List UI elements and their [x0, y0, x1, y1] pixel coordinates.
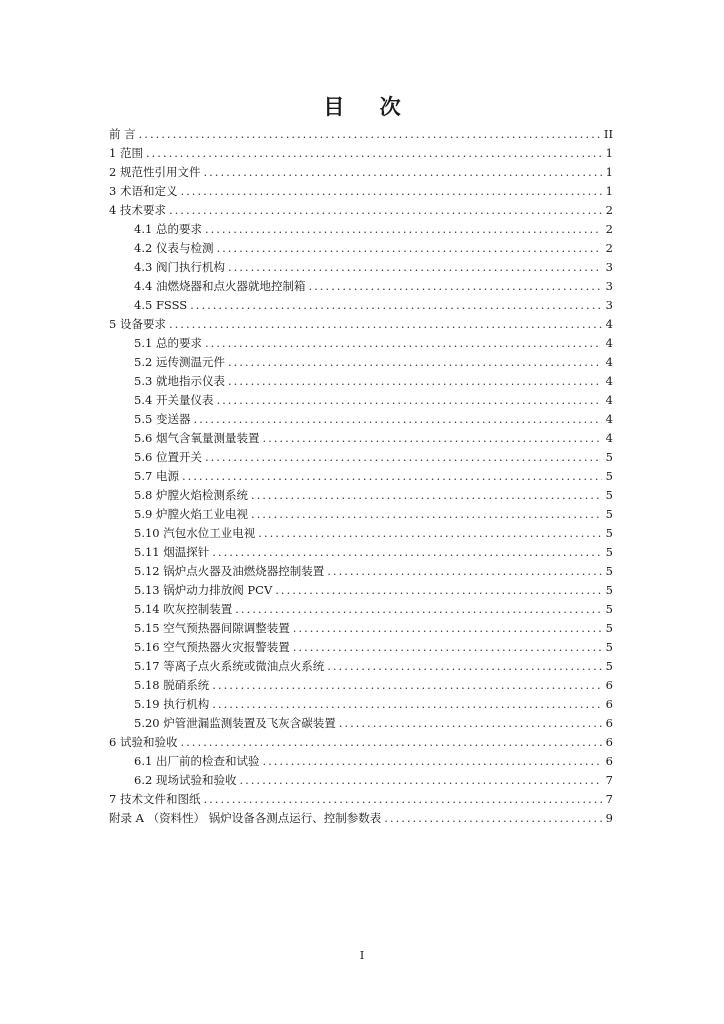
- toc-entry[interactable]: [109, 467, 613, 486]
- toc-entry-label: 5.10 汽包水位工业电视: [134, 526, 256, 540]
- toc-entry-label: 5.6 位置开关: [134, 450, 202, 464]
- toc-entry[interactable]: [109, 562, 613, 581]
- toc-entry[interactable]: [109, 277, 613, 296]
- toc-entry-page: 7: [605, 773, 613, 787]
- toc-entry-page: 6: [605, 735, 613, 749]
- toc-entry-page: 1: [605, 165, 613, 179]
- toc-entry-label: 4.1 总的要求: [134, 222, 202, 236]
- toc-entry-label: 5.7 电源: [134, 469, 179, 483]
- toc-dot-leader: [235, 600, 602, 619]
- toc-entry[interactable]: [109, 258, 613, 277]
- toc-entry-label: 2 规范性引用文件: [109, 165, 201, 179]
- toc-entry-label: 3 术语和定义: [109, 184, 178, 198]
- page-title: 目 次: [323, 95, 415, 119]
- toc-entry-page: 2: [605, 222, 613, 236]
- toc-entry[interactable]: [109, 657, 613, 676]
- toc-entry-label: 5.15 空气预热器间隙调整装置: [134, 621, 290, 635]
- toc-entry[interactable]: [109, 372, 613, 391]
- toc-entry[interactable]: [109, 790, 613, 809]
- toc-entry-label: 5 设备要求: [109, 317, 166, 331]
- toc-entry-label: 5.16 空气预热器火灾报警装置: [134, 640, 290, 654]
- toc-entry[interactable]: [109, 410, 613, 429]
- toc-entry[interactable]: [109, 676, 613, 695]
- toc-dot-leader: [212, 543, 602, 562]
- toc-entry-label: 5.17 等离子点火系统或微油点火系统: [134, 659, 325, 673]
- page-number: I: [359, 949, 365, 962]
- toc-entry-page: 5: [605, 526, 613, 540]
- toc-dot-leader: [258, 524, 602, 543]
- toc-dot-leader: [216, 239, 602, 258]
- toc-dot-leader: [180, 182, 602, 201]
- toc-entry-label: 5.8 炉膛火焰检测系统: [134, 488, 248, 502]
- toc-entry-page: 3: [605, 298, 613, 312]
- toc-dot-leader: [205, 448, 602, 467]
- toc-entry-label: 5.1 总的要求: [134, 336, 202, 350]
- toc-entry-page: 3: [605, 279, 613, 293]
- toc-entry-page: 5: [605, 469, 613, 483]
- toc-entry-page: 6: [605, 754, 613, 768]
- toc-dot-leader: [205, 220, 602, 239]
- toc-dot-leader: [216, 391, 602, 410]
- toc-entry[interactable]: [109, 486, 613, 505]
- toc-entry-page: 4: [605, 393, 613, 407]
- toc-entry[interactable]: [109, 353, 613, 372]
- toc-entry[interactable]: [109, 125, 613, 144]
- toc-entry-page: 6: [605, 697, 613, 711]
- toc-entry-page: 2: [605, 241, 613, 255]
- toc-dot-leader: [327, 657, 602, 676]
- toc-entry-page: 5: [605, 640, 613, 654]
- toc-dot-leader: [190, 296, 602, 315]
- toc-dot-leader: [293, 619, 602, 638]
- toc-dot-leader: [251, 486, 602, 505]
- toc-dot-leader: [182, 467, 602, 486]
- toc-entry[interactable]: [109, 315, 613, 334]
- toc-dot-leader: [169, 201, 602, 220]
- toc-entry[interactable]: [109, 239, 613, 258]
- toc-dot-leader: [339, 714, 602, 733]
- toc-entry[interactable]: [109, 600, 613, 619]
- toc-entry-label: 5.13 锅炉动力排放阀 PCV: [134, 583, 273, 597]
- toc-entry-label: 前 言: [109, 127, 136, 141]
- toc-entry-page: 5: [605, 621, 613, 635]
- toc-entry[interactable]: [109, 182, 613, 201]
- toc-entry[interactable]: [109, 163, 613, 182]
- toc-entry-label: 4.2 仪表与检测: [134, 241, 214, 255]
- toc-entry-label: 5.19 执行机构: [134, 697, 210, 711]
- toc-entry[interactable]: [109, 334, 613, 353]
- toc-entry-page: 6: [605, 716, 613, 730]
- toc-entry-page: II: [603, 127, 613, 141]
- toc-entry-label: 6.2 现场试验和验收: [134, 773, 237, 787]
- toc-dot-leader: [251, 505, 602, 524]
- toc-dot-leader: [228, 372, 602, 391]
- toc-entry-page: 4: [605, 355, 613, 369]
- toc-entry[interactable]: [109, 714, 613, 733]
- toc-dot-leader: [293, 638, 602, 657]
- toc-dot-leader: [212, 695, 602, 714]
- toc-entry-page: 4: [605, 336, 613, 350]
- toc-entry[interactable]: [109, 543, 613, 562]
- toc-dot-leader: [203, 163, 602, 182]
- toc-entry-label: 4.4 油燃烧器和点火器就地控制箱: [134, 279, 306, 293]
- toc-entry-page: 5: [605, 507, 613, 521]
- toc-entry[interactable]: [109, 619, 613, 638]
- toc-entry[interactable]: [109, 505, 613, 524]
- toc-dot-leader: [239, 771, 602, 790]
- toc-dot-leader: [212, 676, 602, 695]
- toc-dot-leader: [228, 258, 602, 277]
- toc-entry-page: 2: [605, 203, 613, 217]
- toc-entry-page: 3: [605, 260, 613, 274]
- toc-entry[interactable]: [109, 391, 613, 410]
- toc-entry-page: 1: [605, 184, 613, 198]
- toc-entry-label: 4 技术要求: [109, 203, 166, 217]
- toc-dot-leader: [384, 809, 602, 828]
- toc-entry-label: 5.3 就地指示仪表: [134, 374, 225, 388]
- toc-entry-page: 5: [605, 545, 613, 559]
- toc-entry[interactable]: [109, 220, 613, 239]
- toc-entry-page: 4: [605, 317, 613, 331]
- toc-entry-label: 5.6 烟气含氧量测量装置: [134, 431, 260, 445]
- toc-entry-label: 附录 A （资料性） 锅炉设备各测点运行、控制参数表: [109, 811, 382, 825]
- toc-entry-label: 5.5 变送器: [134, 412, 191, 426]
- toc-dot-leader: [180, 733, 602, 752]
- toc-entry-page: 7: [605, 792, 613, 806]
- toc-entry-label: 5.11 烟温探针: [134, 545, 210, 559]
- toc-entry-page: 4: [605, 374, 613, 388]
- toc-entry-page: 9: [605, 811, 613, 825]
- toc-dot-leader: [139, 125, 601, 144]
- toc-entry-page: 6: [605, 678, 613, 692]
- toc-entry-page: 5: [605, 564, 613, 578]
- toc-entry-page: 5: [605, 583, 613, 597]
- toc-entry-page: 5: [605, 488, 613, 502]
- toc-dot-leader: [203, 790, 602, 809]
- toc-entry[interactable]: [109, 809, 613, 828]
- toc-entry-label: 5.14 吹灰控制装置: [134, 602, 233, 616]
- toc-entry-label: 5.20 炉管泄漏监测装置及飞灰含碳装置: [134, 716, 336, 730]
- toc-entry[interactable]: [109, 581, 613, 600]
- toc-entry-page: 5: [605, 602, 613, 616]
- toc-entry[interactable]: [109, 296, 613, 315]
- toc-entry[interactable]: [109, 752, 613, 771]
- toc-entry-page: 4: [605, 431, 613, 445]
- toc-entry-page: 1: [605, 146, 613, 160]
- toc-dot-leader: [262, 752, 602, 771]
- toc-entry-label: 6.1 出厂前的检查和试验: [134, 754, 260, 768]
- toc-dot-leader: [327, 562, 602, 581]
- toc-entry[interactable]: [109, 638, 613, 657]
- toc-entry-label: 5.12 锅炉点火器及油燃烧器控制装置: [134, 564, 325, 578]
- toc-entry[interactable]: [109, 429, 613, 448]
- toc-dot-leader: [308, 277, 602, 296]
- toc-entry-page: 5: [605, 659, 613, 673]
- toc-dot-leader: [205, 334, 602, 353]
- toc-entry[interactable]: [109, 201, 613, 220]
- toc-entry[interactable]: [109, 524, 613, 543]
- toc-entry[interactable]: [109, 695, 613, 714]
- toc-entry-label: 4.5 FSSS: [134, 298, 188, 312]
- toc-dot-leader: [228, 353, 602, 372]
- toc-entry[interactable]: [109, 733, 613, 752]
- toc-entry-label: 1 范围: [109, 146, 143, 160]
- toc-dot-leader: [193, 410, 602, 429]
- toc-entry[interactable]: [109, 771, 613, 790]
- toc-entry-label: 5.4 开关量仪表: [134, 393, 214, 407]
- toc-entry-label: 5.9 炉膛火焰工业电视: [134, 507, 248, 521]
- toc-entry-page: 4: [605, 412, 613, 426]
- toc-entry-label: 5.18 脱硝系统: [134, 678, 210, 692]
- toc-entry-label: 7 技术文件和图纸: [109, 792, 201, 806]
- toc-dot-leader: [275, 581, 602, 600]
- toc-entry-label: 5.2 远传测温元件: [134, 355, 225, 369]
- toc-entry[interactable]: [109, 448, 613, 467]
- toc-entry[interactable]: [109, 144, 613, 163]
- toc-entry-label: 6 试验和验收: [109, 735, 178, 749]
- toc-dot-leader: [146, 144, 602, 163]
- toc-dot-leader: [262, 429, 602, 448]
- toc-entry-label: 4.3 阀门执行机构: [134, 260, 225, 274]
- toc-dot-leader: [169, 315, 602, 334]
- toc-entry-page: 5: [605, 450, 613, 464]
- table-of-contents: [109, 125, 613, 828]
